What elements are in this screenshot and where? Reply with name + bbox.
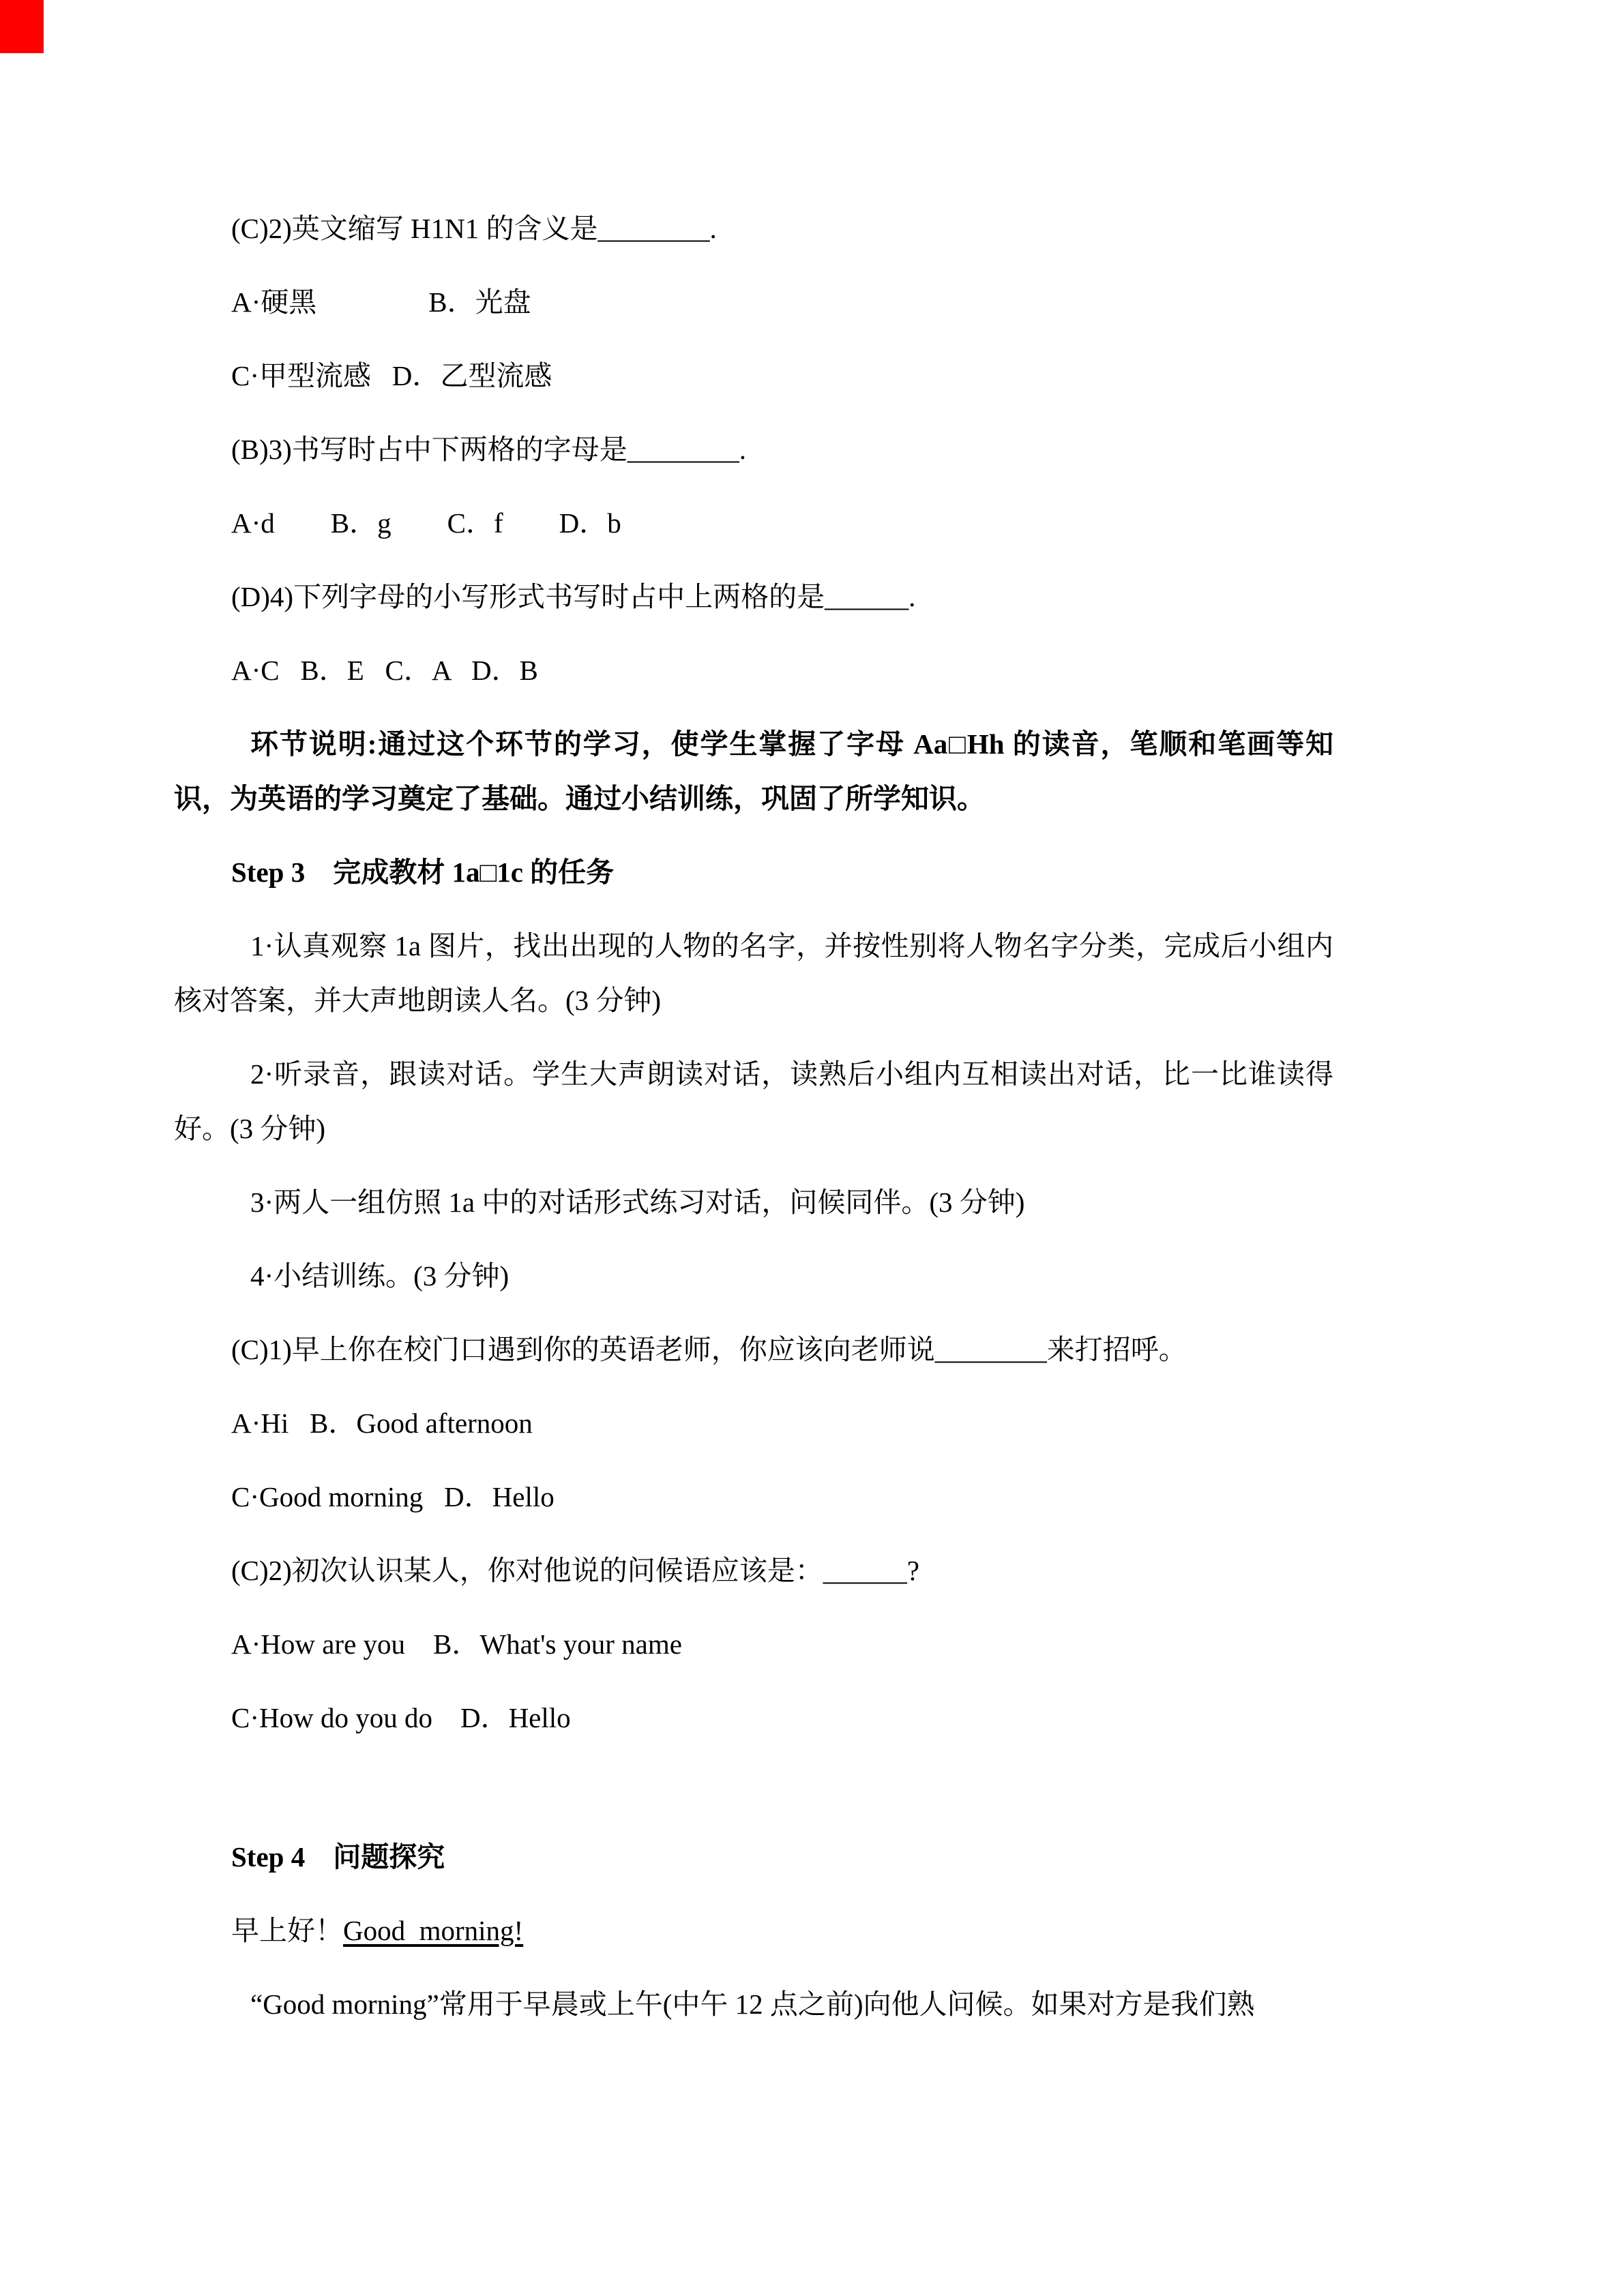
text-run: “Good morning”常用于早晨或上午(中午 12 点之前)向他人问候。如果对方是我们熟 xyxy=(250,1988,1255,2020)
question-line xyxy=(231,1903,1333,1958)
step-heading xyxy=(231,1830,1333,1884)
question-line xyxy=(231,569,1333,624)
text-run: (C)1)早上你在校门口遇到你的英语老师，你应该向老师说________来打招呼。 xyxy=(231,1334,1187,1365)
text-run: 3·两人一组仿照 1a 中的对话形式练习对话，问候同伴。(3 分钟) xyxy=(250,1187,1025,1218)
option-line xyxy=(231,496,1333,550)
text-run: (C)2)英文缩写 H1N1 的含义是________. xyxy=(231,213,717,244)
body-paragraph xyxy=(174,919,1333,1028)
text-run: 早上好！ xyxy=(231,1915,343,1946)
document-content xyxy=(174,201,1333,2051)
option-line xyxy=(231,1690,1333,1745)
paragraph-spacer xyxy=(174,1764,1333,1830)
option-line xyxy=(231,1470,1333,1524)
text-run: 1·认真观察 1a 图片，找出出现的人物的名字，并按性别将人物名字分类，完成后小组内核对答案，并大声地朗读人名。(3 分钟) xyxy=(174,930,1333,1016)
option-line xyxy=(231,1396,1333,1450)
text-run: C·How do you do D．Hello xyxy=(231,1702,571,1733)
text-run: Step 4 问题探究 xyxy=(231,1841,445,1873)
text-run: (B)3)书写时占中下两格的字母是________. xyxy=(231,434,747,465)
body-paragraph xyxy=(174,1047,1333,1156)
text-run: (D)4)下列字母的小写形式书写时占中上两格的是______. xyxy=(231,581,916,612)
option-line xyxy=(231,643,1333,698)
step-heading xyxy=(231,845,1333,899)
text-run: 2·听录音，跟读对话。学生大声朗读对话，读熟后小组内互相读出对话，比一比谁读得好。(3 分钟) xyxy=(174,1058,1333,1144)
question-line xyxy=(231,201,1333,256)
question-line xyxy=(231,1543,1333,1598)
body-paragraph xyxy=(174,1977,1333,2031)
text-run: (C)2)初次认识某人，你对他说的问候语应该是：______? xyxy=(231,1555,920,1586)
body-paragraph xyxy=(174,1249,1333,1303)
option-line xyxy=(231,275,1333,329)
question-line xyxy=(231,1322,1333,1377)
text-run: C·Good morning D．Hello xyxy=(231,1481,555,1512)
text-run: A·C B．E C．A D．B xyxy=(231,655,538,686)
text-run: 4·小结训练。(3 分钟) xyxy=(250,1260,510,1292)
text-run: Step 3 完成教材 1a□1c 的任务 xyxy=(231,856,615,888)
red-marker xyxy=(0,0,44,53)
option-line xyxy=(231,348,1333,403)
text-run: A·How are you B．What's your name xyxy=(231,1628,682,1660)
text-run: A·d B．g C．f D．b xyxy=(231,507,621,539)
underlined-text: Good morning! xyxy=(343,1915,524,1946)
text-run: A·硬黑 B．光盘 xyxy=(231,286,531,318)
question-line xyxy=(231,422,1333,477)
body-paragraph xyxy=(174,1175,1333,1229)
text-run: A·Hi B．Good afternoon xyxy=(231,1407,533,1439)
text-run: 环节说明:通过这个环节的学习，使学生掌握了字母 Aa□Hh 的读音，笔顺和笔画等知识，为英语的学习奠定了基础。通过小结训练，巩固了所学知识。 xyxy=(174,728,1333,814)
text-run: C·甲型流感 D．乙型流感 xyxy=(231,360,552,391)
body-paragraph xyxy=(174,717,1333,826)
option-line xyxy=(231,1617,1333,1671)
